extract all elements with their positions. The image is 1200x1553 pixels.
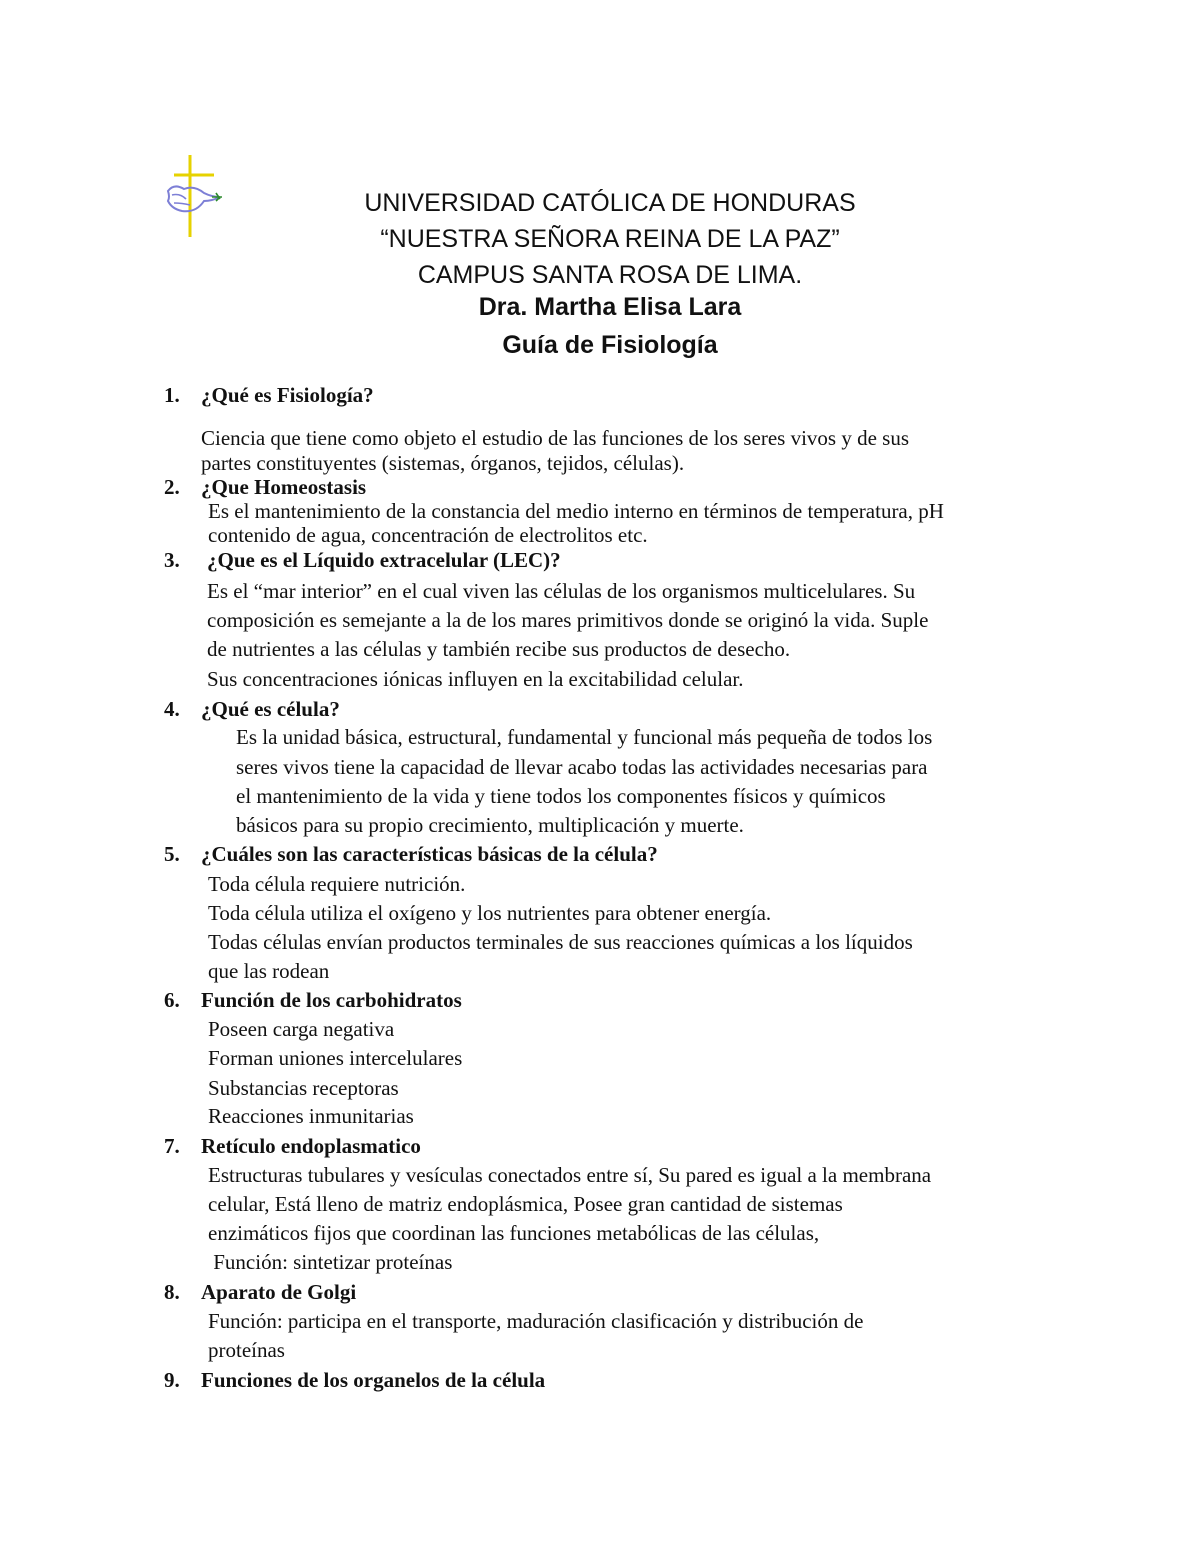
answer-line: Reacciones inmunitarias <box>208 1104 414 1128</box>
question-number: 3. <box>164 548 180 572</box>
question-title: Funciones de los organelos de la célula <box>201 1368 546 1392</box>
question-title: ¿Cuáles son las características básicas de la célula? <box>201 842 658 866</box>
question-number: 1. <box>164 383 180 407</box>
answer-line: de nutrientes a las células y también recibe sus productos de desecho. <box>207 637 791 661</box>
answer-line: proteínas <box>208 1338 285 1362</box>
campus-name: CAMPUS SANTA ROSA DE LIMA. <box>417 261 803 289</box>
question-title: Aparato de Golgi <box>201 1280 357 1304</box>
answer-line: Poseen carga negativa <box>208 1017 395 1041</box>
answer-line: Sus concentraciones iónicas influyen en la excitabilidad celular. <box>207 667 744 691</box>
answer-line: Todas células envían productos terminales de sus reacciones químicas a los líquidos <box>208 930 913 954</box>
answer-line: Ciencia que tiene como objeto el estudio de las funciones de los seres vivos y de sus <box>201 426 910 450</box>
answer-line: que las rodean <box>208 959 330 983</box>
document-title: Guía de Fisiología <box>502 331 718 359</box>
question-number: 2. <box>164 475 180 499</box>
answer-line: seres vivos tiene la capacidad de llevar acabo todas las actividades necesarias para <box>236 755 928 779</box>
question-number: 7. <box>164 1134 180 1158</box>
answer-line: Toda célula requiere nutrición. <box>208 872 466 896</box>
question-number: 5. <box>164 842 180 866</box>
question-number: 6. <box>164 988 180 1012</box>
answer-line: básicos para su propio crecimiento, multiplicación y muerte. <box>236 813 744 837</box>
question-number: 9. <box>164 1368 180 1392</box>
answer-line: contenido de agua, concentración de electrolitos etc. <box>208 523 648 547</box>
answer-line: composición es semejante a la de los mares primitivos donde se originó la vida. Suple <box>207 608 929 632</box>
question-title: Retículo endoplasmatico <box>201 1134 421 1158</box>
answer-line: Toda célula utiliza el oxígeno y los nutrientes para obtener energía. <box>208 901 772 925</box>
document-header <box>200 185 1020 325</box>
question-number: 4. <box>164 697 180 721</box>
question-title: ¿Que es el Líquido extracelular (LEC)? <box>207 548 561 572</box>
university-name: UNIVERSIDAD CATÓLICA DE HONDURAS <box>364 189 856 217</box>
question-title: ¿Qué es célula? <box>201 697 340 721</box>
answer-line: Substancias receptoras <box>208 1076 399 1100</box>
answer-line: Función: participa en el transporte, maduración clasificación y distribución de <box>208 1309 864 1333</box>
answer-line: enzimáticos fijos que coordinan las funciones metabólicas de las células, <box>208 1221 820 1245</box>
answer-line: Estructuras tubulares y vesículas conectados entre sí, Su pared es igual a la membrana <box>208 1163 932 1187</box>
question-title: ¿Qué es Fisiología? <box>201 383 374 407</box>
author-name: Dra. Martha Elisa Lara <box>478 293 742 321</box>
answer-line: Función: sintetizar proteínas <box>208 1250 453 1274</box>
question-number: 8. <box>164 1280 180 1304</box>
answer-line: Forman uniones intercelulares <box>208 1046 463 1070</box>
answer-line: el mantenimiento de la vida y tiene todos los componentes físicos y químicos <box>236 784 886 808</box>
answer-line: partes constituyentes (sistemas, órganos, tejidos, células). <box>201 451 685 475</box>
question-title: Función de los carbohidratos <box>201 988 462 1012</box>
answer-line: Es el “mar interior” en el cual viven las células de los organismos multicelulares. Su <box>207 579 916 603</box>
answer-line: Es el mantenimiento de la constancia del medio interno en términos de temperatura, pH <box>208 499 944 523</box>
answer-line: celular, Está lleno de matriz endoplásmica, Posee gran cantidad de sistemas <box>208 1192 843 1216</box>
university-motto: “NUESTRA SEÑORA REINA DE LA PAZ” <box>380 225 840 253</box>
answer-line: Es la unidad básica, estructural, fundamental y funcional más pequeña de todos los <box>236 725 933 749</box>
question-title: ¿Que Homeostasis <box>201 475 367 499</box>
